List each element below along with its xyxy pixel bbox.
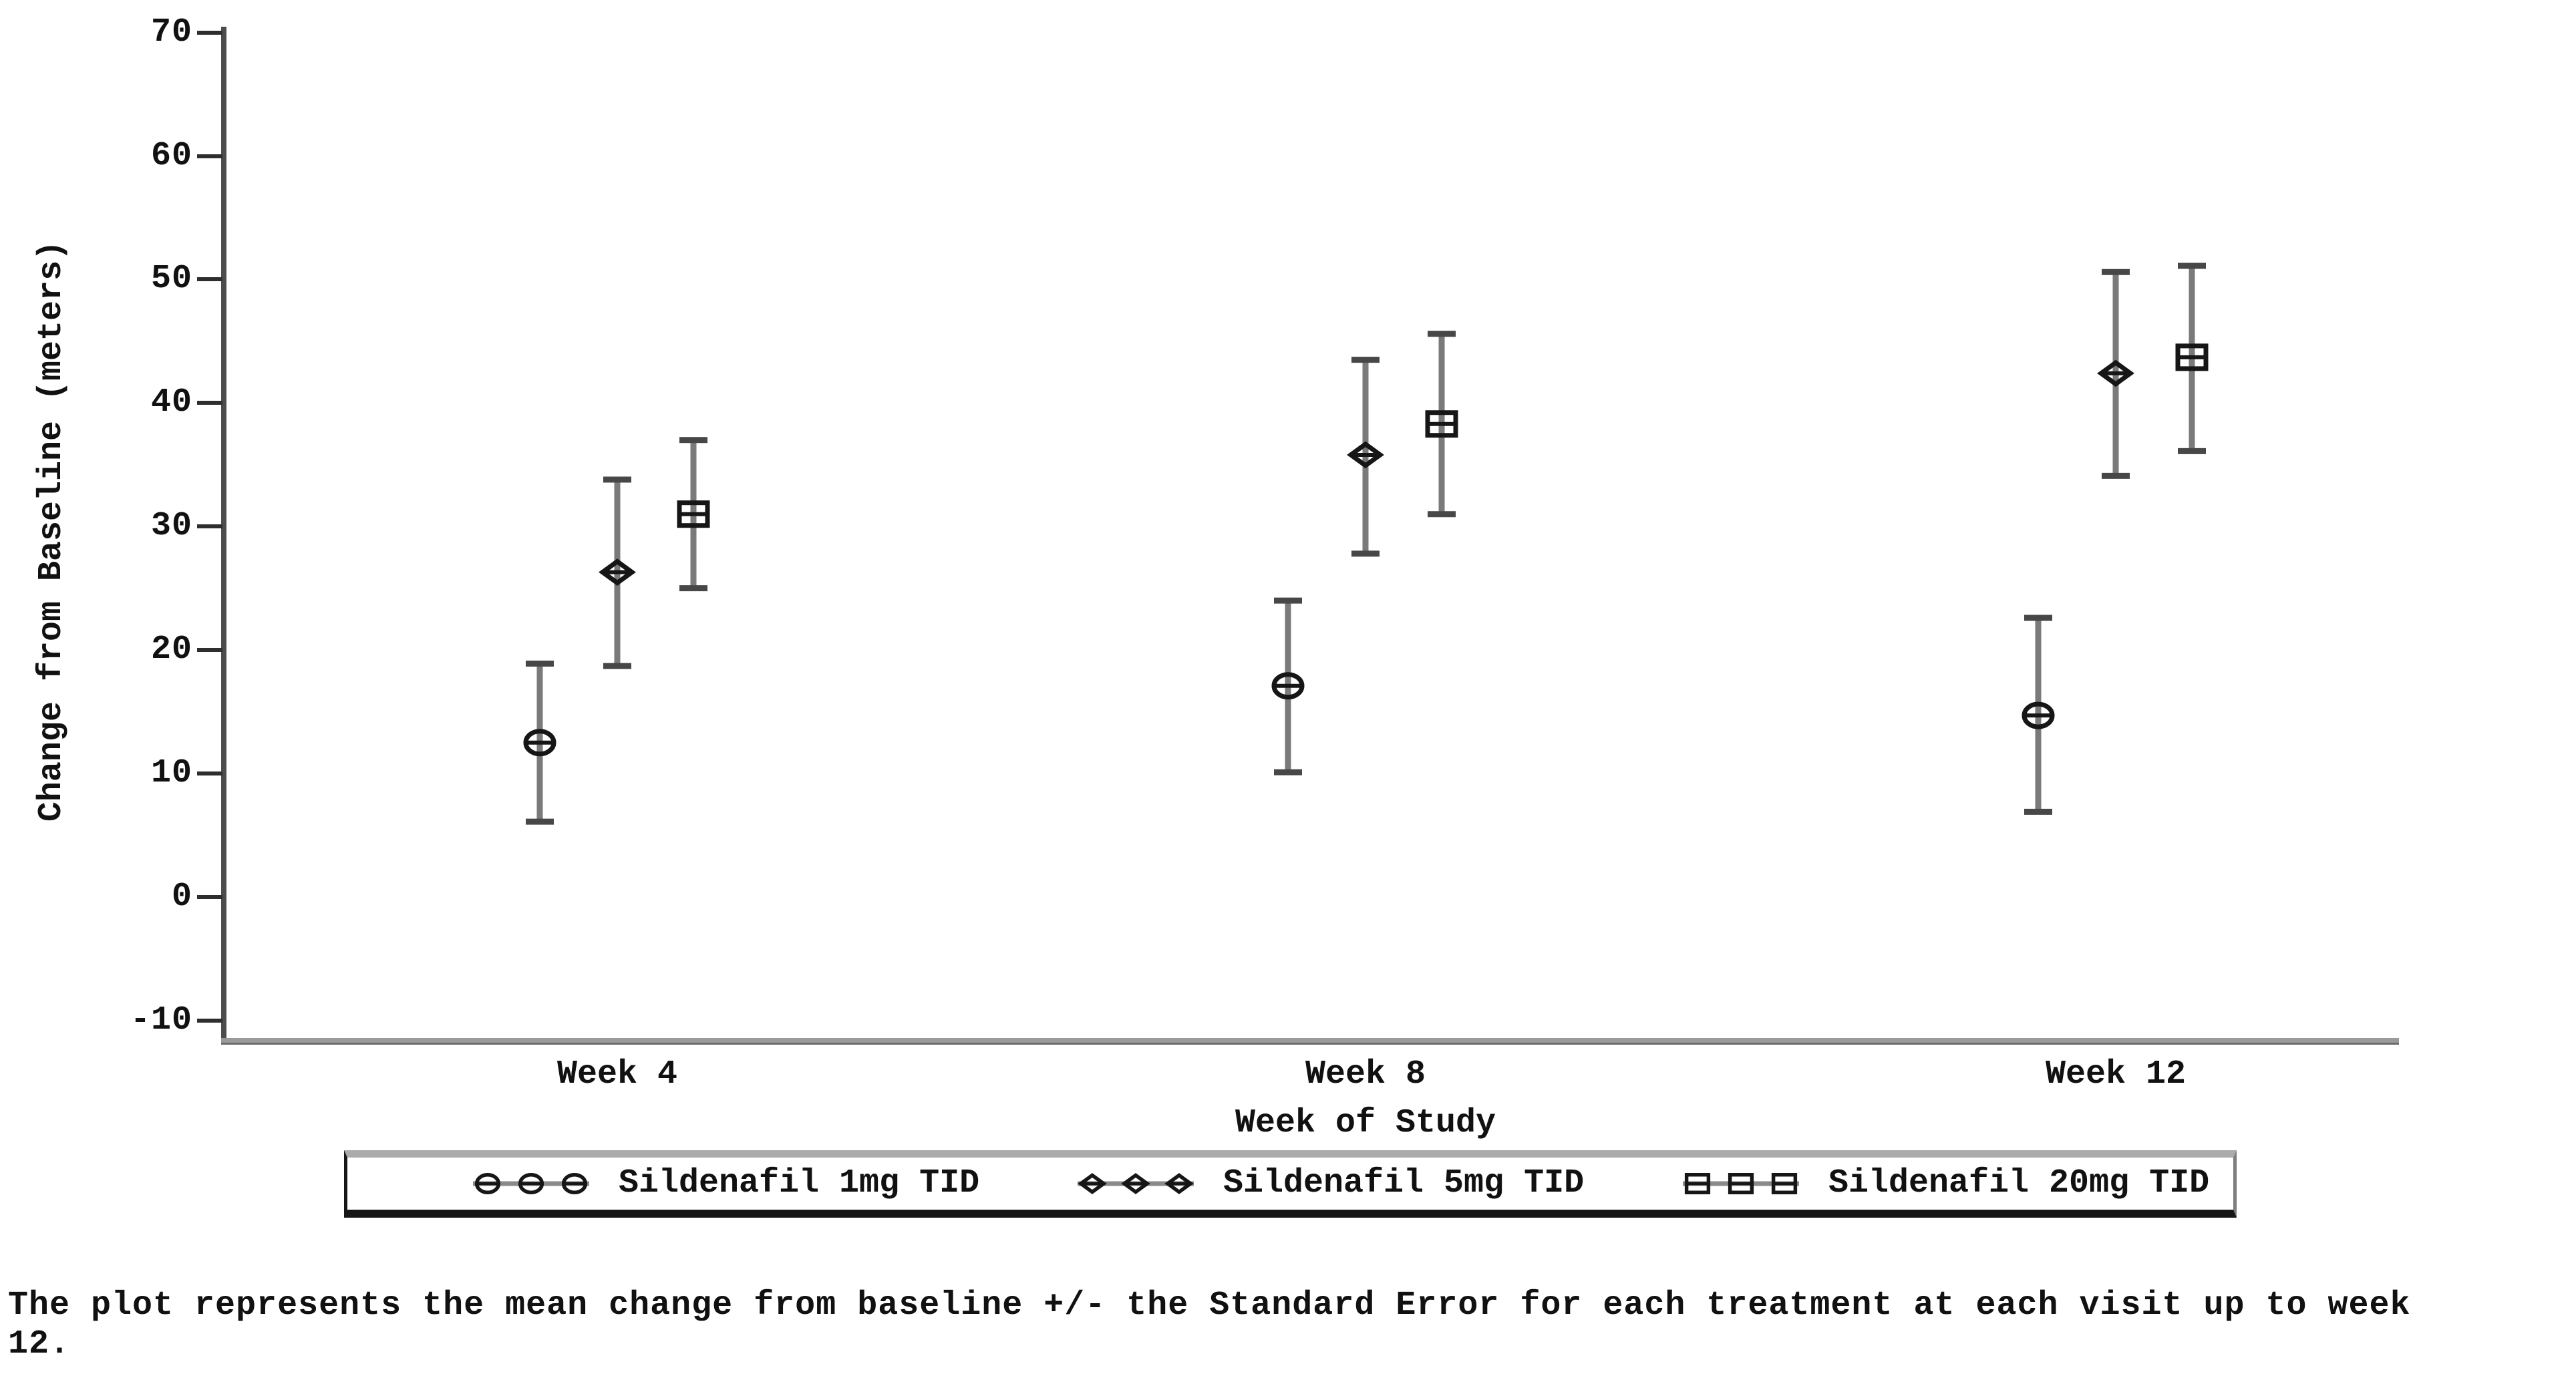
figure-caption: The plot represents the mean change from baseline +/- the Standard Error for each treatment at each visit up to week 12. [8,1286,2411,1363]
series-square [679,266,2206,588]
y-tick-label: 50 [150,260,192,299]
y-tick-label: 40 [150,383,192,422]
legend-symbol-circle [468,1168,595,1200]
series-diamond [603,272,2130,666]
y-axis-title: Change from Baseline (meters) [33,240,71,822]
legend-entry [1677,1158,2209,1210]
y-tick-label: -10 [130,1001,192,1039]
y-tick-label: 70 [150,13,192,51]
x-axis-title: Week of Study [1235,1104,1496,1142]
x-category-label: Week 4 [556,1055,678,1093]
legend-symbol-square [1677,1168,1804,1200]
legend-symbol-diamond [1072,1168,1199,1200]
x-category-label: Week 12 [2045,1055,2187,1093]
y-tick-label: 20 [150,631,192,669]
legend-label: Sildenafil 5mg TID [1223,1164,1585,1202]
series-circle [526,600,2052,822]
y-tick-label: 0 [171,877,192,916]
legend-label: Sildenafil 20mg TID [1828,1164,2210,1202]
legend-label: Sildenafil 1mg TID [619,1164,980,1202]
legend [344,1150,2237,1218]
x-category-label: Week 8 [1305,1055,1426,1093]
y-tick-label: 60 [150,136,192,175]
legend-entry [1072,1158,1584,1210]
y-tick-label: 10 [150,754,192,792]
y-tick-label: 30 [150,507,192,546]
legend-entry [468,1158,979,1210]
